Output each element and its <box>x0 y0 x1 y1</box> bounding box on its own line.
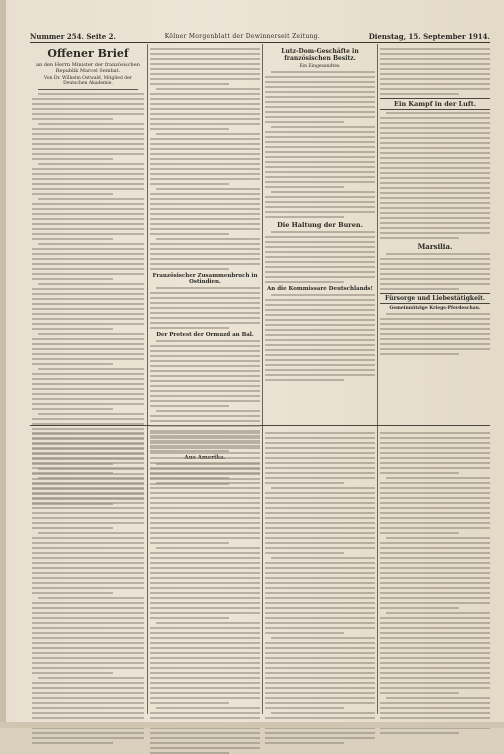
article-heading: Lutz-Dom-Geschäfte in französischen Besitz. <box>281 48 359 62</box>
column-1 <box>32 46 144 424</box>
article-heading: Der Protest der Ormuzd an Bal. <box>156 332 254 338</box>
column-3 <box>265 46 375 424</box>
header-date: Dienstag, 15. September 1914. <box>368 31 490 41</box>
article-body <box>265 231 375 283</box>
article-title: Offener Brief <box>47 47 129 60</box>
article-body <box>380 432 490 734</box>
article-body <box>150 48 260 270</box>
column-rule <box>377 44 378 714</box>
column-4 <box>380 46 490 424</box>
article-subheading: Ein Eingesandtes. <box>299 64 341 69</box>
column-rule <box>262 44 263 714</box>
article-heading: Ein Kampf in der Luft. <box>380 98 490 110</box>
separator <box>38 89 138 90</box>
article-body <box>265 294 375 381</box>
article-body <box>150 287 260 329</box>
article-body <box>380 112 490 239</box>
page-header <box>30 30 490 43</box>
column-1-lower <box>32 430 144 714</box>
article-heading: Französischer Zusammenbruch in Ostindien. <box>152 273 258 285</box>
article-body <box>380 313 490 355</box>
article-heading: Die Haltung der Buren. <box>277 221 363 229</box>
column-rule <box>147 44 148 714</box>
article-body <box>32 432 144 744</box>
article-body <box>380 253 490 290</box>
article-byline: Von Dr. Wilhelm Ostwald, Mitglied der Deutschen Akademie. <box>44 76 132 87</box>
article-body <box>265 71 375 218</box>
article-subtitle: an den Herrn Minister der französischen Republik Marcel Sembat. <box>36 61 140 74</box>
article-body <box>265 432 375 744</box>
article-heading: An die Kommissare Deutschlands! <box>267 286 373 292</box>
article-heading: Marsilia. <box>417 242 453 251</box>
column-2-lower <box>150 430 260 714</box>
column-3-lower <box>265 430 375 714</box>
article-body <box>150 432 260 754</box>
article-body <box>380 48 490 95</box>
page-edge <box>0 722 504 728</box>
header-page-number: Nummer 254. Seite 2. <box>30 31 116 41</box>
article-heading: Fürsorge und Liebestätigkeit. <box>380 293 490 304</box>
header-paper-name: Kölner Morgenblatt der Dewinnerseit Zeitung. <box>164 32 321 40</box>
column-2 <box>150 46 260 424</box>
article-subheading: Gemeinnützige Kriegs-Pferdeschau. <box>389 306 481 311</box>
column-4-lower <box>380 430 490 714</box>
page-edge <box>0 0 6 728</box>
